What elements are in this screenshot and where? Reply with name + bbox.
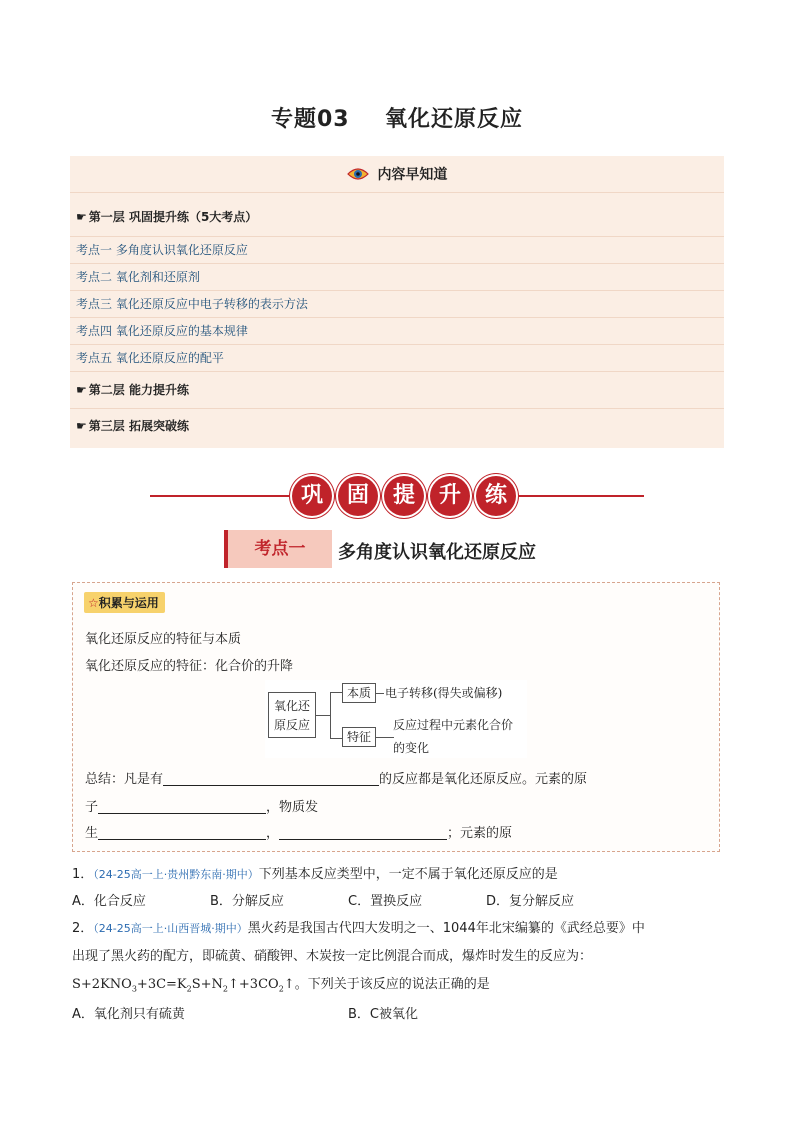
divider: [70, 290, 724, 291]
banner-char-4: 升: [430, 476, 470, 516]
eye-icon: [347, 167, 369, 181]
divider: [70, 192, 724, 193]
banner-char-1: 巩: [292, 476, 332, 516]
page-title: [0, 102, 794, 133]
divider: [70, 317, 724, 318]
diagram-connector: [316, 715, 330, 716]
diagram-feature-box: 特征: [342, 727, 376, 747]
diagram-connector: [376, 737, 394, 738]
hand-pointer-icon: ☛: [76, 419, 87, 433]
overview-heading: [70, 164, 724, 184]
banner-char-5: 练: [476, 476, 516, 516]
diagram-essence-text: 电子转移(得失或偏移): [385, 686, 503, 700]
question-source: （24-25高一上·山西晋城·期中）: [93, 922, 248, 935]
point-item-2: 考点二 氧化剂和还原剂: [76, 270, 200, 284]
divider: [70, 371, 724, 372]
layer-2-item: ☛ 第二层 能力提升练: [76, 383, 189, 397]
diagram-feature-text-1: 反应过程中元素化合价: [393, 718, 514, 732]
diagram-connector: [330, 692, 331, 738]
divider: [70, 344, 724, 345]
hand-pointer-icon: ☛: [76, 210, 87, 224]
option-a[interactable]: A．化合反应: [72, 894, 146, 909]
point-item-1: 考点一 多角度认识氧化还原反应: [76, 243, 248, 257]
option-d[interactable]: D．复分解反应: [486, 894, 575, 909]
diagram-main-box: 氧化还 原反应: [268, 692, 316, 738]
divider: [70, 236, 724, 237]
banner-char-2: 固: [338, 476, 378, 516]
fill-blank[interactable]: [98, 799, 266, 814]
option-a[interactable]: A．氧化剂只有硫黄: [72, 1007, 185, 1022]
section-tag: 考点一: [224, 530, 332, 568]
diagram-connector: [330, 692, 342, 693]
title-number: 专题03: [271, 107, 350, 132]
summary-line-3: 生 ， ；元素的原: [85, 826, 513, 841]
overview-box: [70, 156, 724, 448]
option-b[interactable]: B．C被氧化: [348, 1007, 418, 1022]
knowledge-tag: ☆积累与运用: [84, 592, 165, 613]
fill-blank[interactable]: [163, 771, 379, 786]
point-item-5: 考点五 氧化还原反应的配平: [76, 351, 224, 365]
layer-3-item: ☛ 第三层 拓展突破练: [76, 419, 189, 433]
question-source: （24-25高一上·贵州黔东南·期中）: [93, 868, 259, 881]
star-icon: ☆: [88, 596, 99, 610]
diagram-connector: [376, 693, 384, 694]
summary-line: 总结：凡是有 的反应都是氧化还原反应。元素的原: [85, 772, 588, 787]
question-2-equation-line: $S+2KNO_3+3C=K_2S+N_2↑+3CO_2↑$。下列关于该反应的说法正确的是: [72, 977, 490, 994]
hand-pointer-icon: ☛: [76, 383, 87, 397]
knowledge-line-2: 氧化还原反应的特征：化合价的升降: [85, 659, 294, 674]
concept-diagram: [265, 680, 527, 758]
diagram-connector: [330, 738, 342, 739]
question-2-line-2: 出现了黑火药的配方，即硫黄、硝酸钾、木炭按一定比例混合而成，爆炸时发生的反应为：: [72, 949, 593, 964]
layer-1-item: ☛ 第一层 巩固提升练（5大考点）: [76, 210, 258, 224]
question-2: 2．（24-25高一上·山西晋城·期中）黑火药是我国古代四大发明之一、1044年北宋编纂的《武经总要》中: [72, 921, 645, 936]
fill-blank[interactable]: [98, 825, 266, 840]
option-c[interactable]: C．置换反应: [348, 894, 423, 909]
diagram-feature-text-2: 的变化: [393, 741, 430, 755]
point-item-3: 考点三 氧化还原反应中电子转移的表示方法: [76, 297, 308, 311]
diagram-essence-box: 本质: [342, 683, 376, 703]
summary-line-2: 子 ，物质发: [85, 800, 319, 815]
overview-heading-text: 内容早知道: [377, 167, 448, 183]
reaction-equation: $S+2KNO_3+3C=K_2S+N_2↑+3CO_2↑$: [72, 977, 295, 994]
question-1: 1．（24-25高一上·贵州黔东南·期中）下列基本反应类型中，一定不属于氧化还原反应的是: [72, 867, 558, 882]
divider: [70, 408, 724, 409]
point-item-4: 考点四 氧化还原反应的基本规律: [76, 324, 248, 338]
banner-char-3: 提: [384, 476, 424, 516]
fill-blank[interactable]: [279, 825, 447, 840]
section-title: 多角度认识氧化还原反应: [338, 542, 536, 563]
option-b[interactable]: B．分解反应: [210, 894, 284, 909]
divider: [70, 263, 724, 264]
knowledge-line-1: 氧化还原反应的特征与本质: [85, 632, 242, 647]
title-text: 氧化还原反应: [384, 107, 523, 132]
